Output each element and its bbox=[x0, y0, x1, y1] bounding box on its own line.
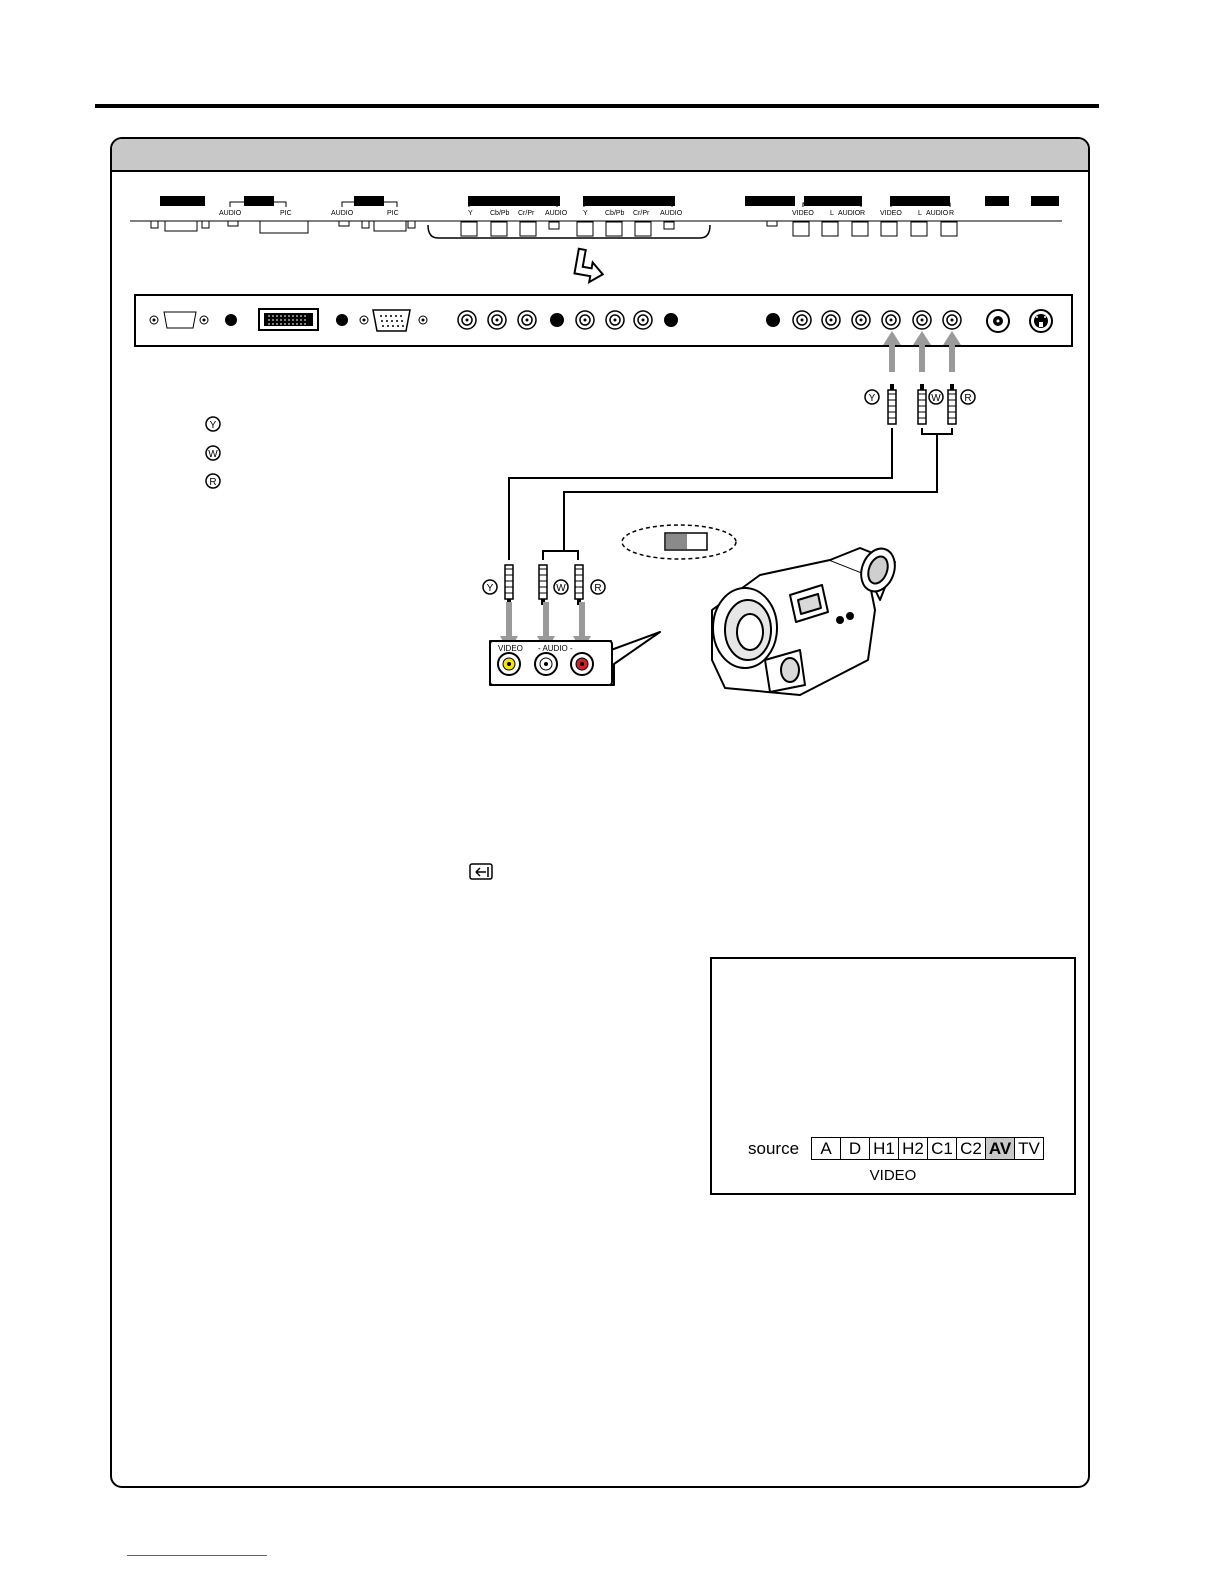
rca-jack-pin bbox=[614, 319, 617, 322]
plug-badge-r: R bbox=[964, 393, 972, 404]
osd-screen bbox=[710, 957, 1076, 1195]
strip-label-audio: AUDIO bbox=[838, 210, 861, 217]
camcorder-illustration bbox=[712, 544, 901, 695]
down-right-arrow-icon bbox=[573, 249, 606, 284]
rca-jack-pin bbox=[584, 319, 587, 322]
osd-source-label: source bbox=[748, 1138, 800, 1158]
cam-badge-w: W bbox=[556, 583, 566, 594]
rca-plug bbox=[505, 565, 513, 605]
strip-label-video: VIDEO bbox=[792, 210, 814, 217]
osd-source-cell: AV bbox=[986, 1138, 1015, 1159]
strip-label-video: VIDEO bbox=[880, 210, 902, 217]
osd-caption: VIDEO bbox=[869, 1167, 917, 1184]
rca-jack-pin bbox=[466, 319, 469, 322]
rca-plug bbox=[539, 565, 547, 605]
strip-label-audio: AUDIO bbox=[545, 210, 568, 217]
osd-source-cell: H2 bbox=[899, 1138, 928, 1159]
strip-label-cr: Cr/Pr bbox=[633, 210, 650, 217]
mode-switch bbox=[622, 525, 736, 559]
label-brackets bbox=[230, 202, 950, 207]
strip-label-audio: AUDIO bbox=[331, 210, 354, 217]
osd-source-list bbox=[811, 1137, 1044, 1160]
strip-label-cb: Cb/Pb bbox=[605, 210, 625, 217]
strip-label-y: Y bbox=[468, 210, 473, 217]
rca-plug bbox=[918, 384, 926, 424]
rca-jack-pin bbox=[642, 319, 645, 322]
strip-label-audio: AUDIO bbox=[926, 210, 949, 217]
rca-jack-pin bbox=[496, 319, 499, 322]
osd-source-cell: C2 bbox=[957, 1138, 986, 1159]
audio-jack bbox=[550, 313, 564, 327]
osd-source-row bbox=[748, 1137, 1044, 1160]
rca-plug bbox=[888, 384, 896, 424]
legend-y: Y bbox=[209, 420, 217, 431]
rca-jack-pin bbox=[890, 319, 893, 322]
legend-r: R bbox=[209, 477, 217, 488]
osd-source-cell: A bbox=[812, 1138, 841, 1159]
strip-label-pic: PIC bbox=[280, 210, 292, 217]
camcorder-side-plugs bbox=[505, 565, 583, 605]
strip-label-cb: Cb/Pb bbox=[490, 210, 510, 217]
audio-jack bbox=[664, 313, 678, 327]
strip-label-r: R bbox=[949, 210, 955, 217]
osd-source-cell: H1 bbox=[870, 1138, 899, 1159]
footer-link-line bbox=[127, 1555, 267, 1556]
rca-jack-pin bbox=[951, 319, 954, 322]
rca-jack-pin bbox=[860, 319, 863, 322]
plug-badge-y: Y bbox=[868, 393, 876, 404]
strip-label-r: R bbox=[860, 210, 866, 217]
strip-label-audio: AUDIO bbox=[660, 210, 683, 217]
connection-arrows bbox=[883, 331, 961, 372]
s-video-jack bbox=[1030, 310, 1052, 332]
osd-source-cell: TV bbox=[1018, 1139, 1040, 1158]
plug-badge-w: W bbox=[931, 393, 941, 404]
av-cables bbox=[509, 428, 952, 560]
tv-side-plugs bbox=[888, 384, 956, 424]
jack-label-video: VIDEO bbox=[498, 644, 523, 653]
strip-label-l: L bbox=[830, 210, 834, 217]
plug-legend bbox=[206, 417, 220, 488]
strip-label-pic: PIC bbox=[387, 210, 399, 217]
jack-label-audio: - AUDIO - bbox=[538, 644, 573, 653]
connector-strip-ports bbox=[130, 221, 1062, 238]
rca-plug bbox=[948, 384, 956, 424]
rca-jack-pin bbox=[830, 319, 833, 322]
strip-label-y: Y bbox=[583, 210, 588, 217]
osd-source-cell: D bbox=[841, 1138, 870, 1159]
osd-source-cell: C1 bbox=[928, 1138, 957, 1159]
rca-jack-pin bbox=[921, 319, 924, 322]
rca-plug bbox=[575, 565, 583, 605]
antenna-jack bbox=[987, 310, 1009, 332]
legend-w: W bbox=[208, 449, 218, 460]
cam-badge-r: R bbox=[594, 583, 602, 594]
input-source-icon bbox=[470, 864, 492, 879]
strip-label-cr: Cr/Pr bbox=[518, 210, 535, 217]
strip-label-audio: AUDIO bbox=[219, 210, 242, 217]
cam-badge-y: Y bbox=[486, 583, 494, 594]
audio-jack bbox=[766, 313, 780, 327]
rca-jack-pin bbox=[526, 319, 529, 322]
strip-label-l: L bbox=[918, 210, 922, 217]
rca-jack-pin bbox=[801, 319, 804, 322]
